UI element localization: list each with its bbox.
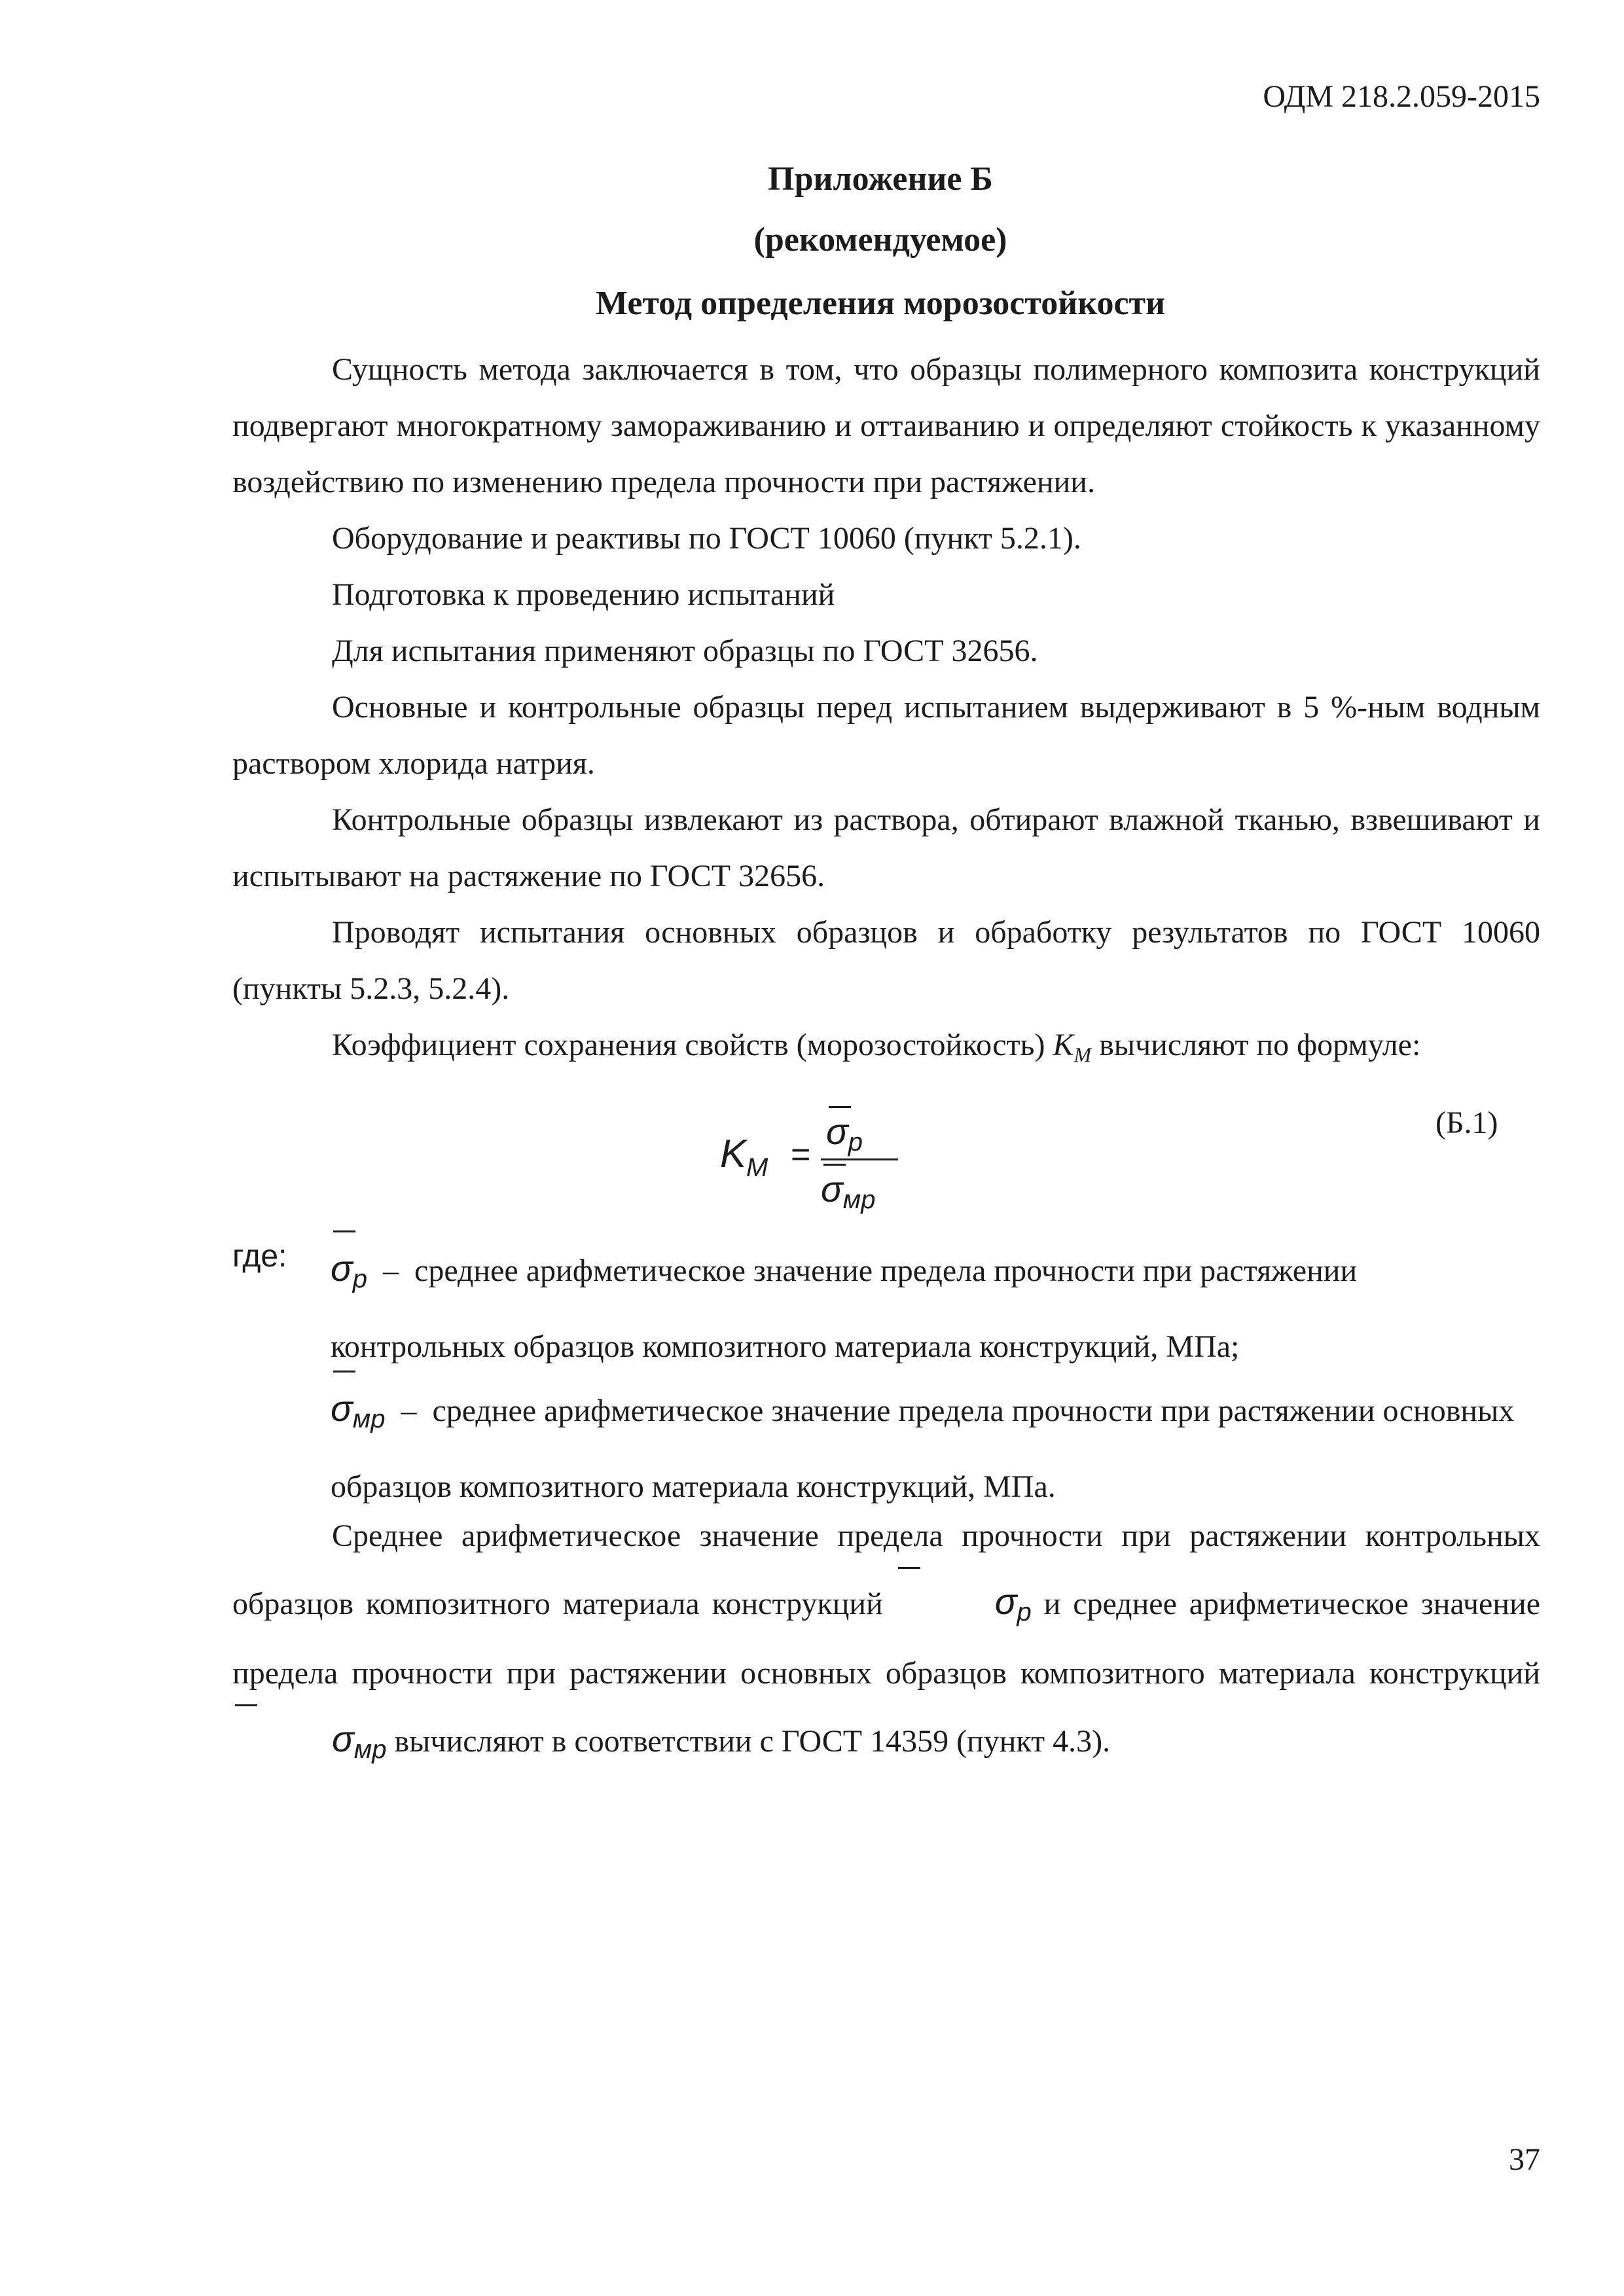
method-title: Метод определения морозостойкости [595, 285, 1166, 322]
formula-denominator: σмp [821, 1164, 875, 1215]
paragraph-equipment: Оборудование и реактивы по ГОСТ 10060 (пункт 5.2.1). [332, 521, 1081, 556]
paragraph-conditioning: Основные и контрольные образцы перед испытанием выдерживают в 5 %-ным водным раствором хлорида натрия. [232, 690, 1540, 781]
formula-number: (Б.1) [1435, 1105, 1498, 1140]
definition-sigma-mp: $\sigma_{мp}$ – среднее арифметическое значение предела прочности при растяжении основных образцов композитного материала конструкций, МПа. [331, 1371, 1528, 1521]
sigma-mp-inline: $\sigma_{мp}$ [232, 1704, 386, 1780]
paragraph-essence: Сущность метода заключается в том, что образцы полимерного композита конструкций подвергают многократному замораживанию и оттаиванию и определяют стойкость к указанному воздействию по изменению предела прочности при растяжении. [232, 352, 1540, 499]
formula-numerator: σp [826, 1106, 863, 1157]
definition-sigma-p-text: среднее арифметическое значение предела прочности при растяжении контрольных образцов композитного материала конструкций, МПа; [331, 1253, 1358, 1364]
sigma-p-symbol: $\sigma_p$ [331, 1230, 367, 1313]
sigma-p-inline: $\sigma_p$ [895, 1567, 1032, 1643]
where-label: где: [232, 1239, 287, 1274]
appendix-title: Приложение Б [768, 160, 993, 198]
definition-sigma-mp-text: среднее арифметическое значение предела прочности при растяжении основных образцов композитного материала конструкций, МПа. [331, 1393, 1515, 1504]
sigma-mp-symbol: $\sigma_{мp}$ [331, 1371, 385, 1453]
coefficient-symbol: $K_M$ [1053, 1028, 1092, 1067]
paragraph-control-samples: Контрольные образцы извлекают из раствора, обтирают влажной тканью, взвешивают и испытывают на растяжение по ГОСТ 32656. [232, 802, 1540, 893]
paragraph-coefficient [232, 1017, 1540, 1083]
definition-sigma-p: $\sigma_p$ – среднее арифметическое значение предела прочности при растяжении контрольных образцов композитного материала конструкций, МПа; [331, 1230, 1528, 1381]
page-number: 37 [1509, 2142, 1540, 2177]
formula-equals: = [791, 1136, 811, 1174]
paragraph-testing: Проводят испытания основных образцов и обработку результатов по ГОСТ 10060 (пункты 5.2.3, 5.2.4). [232, 915, 1540, 1006]
body-text [232, 342, 1540, 1083]
coefficient-text-after: вычисляют по формуле: [1091, 1028, 1421, 1062]
formula-lhs: $K_M$ [720, 1132, 768, 1182]
paragraph-preparation: Подготовка к проведению испытаний [332, 577, 835, 612]
paragraph-samples: Для испытания применяют образцы по ГОСТ 32656. [332, 634, 1038, 668]
coefficient-text-before: Коэффициент сохранения свойств (морозостойкость) [332, 1028, 1053, 1062]
formula-b1 [720, 1106, 916, 1224]
closing-paragraph: Среднее арифметическое значение предела прочности при растяжении контрольных образцов композитного материала конструкций $\sigma_p$ и среднее арифметическое значение предела прочности при растяжении основных образцов композитного материала конструкций $\sigma_{мp}$ вычисляют в соответствии с ГОСТ 14359 (пункт 4.3). [232, 1505, 1540, 1780]
appendix-status: (рекомендуемое) [753, 221, 1007, 259]
fraction-line [821, 1158, 898, 1160]
document-code: ОДМ 218.2.059-2015 [1263, 79, 1540, 114]
